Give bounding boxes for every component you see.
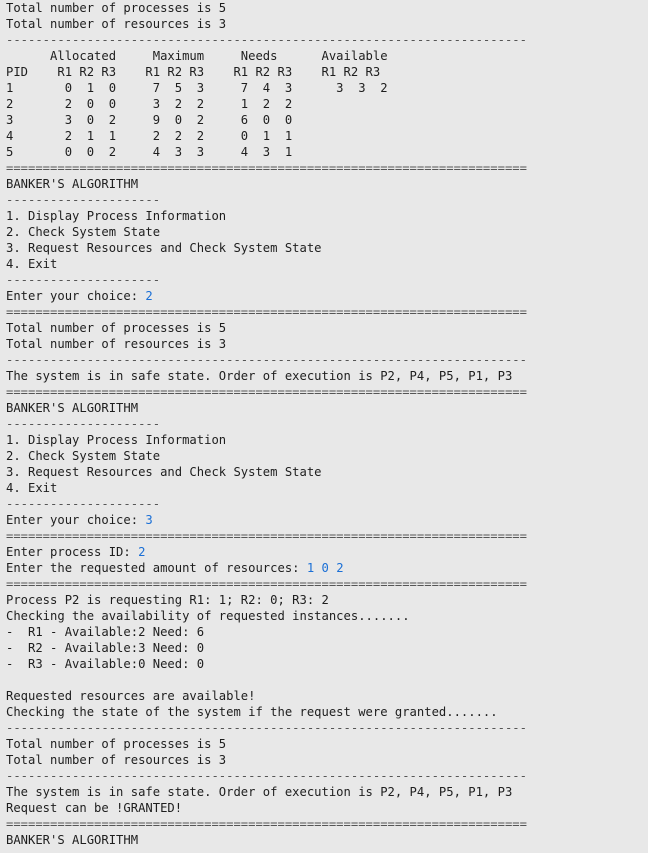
double-separator (6, 576, 527, 592)
dashed-separator (6, 416, 160, 432)
console-text: Allocated Maximum Needs Available (6, 49, 388, 63)
console-line (6, 752, 226, 768)
console-text: 4. Exit (6, 257, 58, 271)
console-text: - R1 - Available:2 Need: 6 (6, 625, 205, 639)
console-line (6, 112, 292, 128)
dashed-separator (6, 192, 160, 208)
console-text: ======================================================================= (6, 161, 527, 175)
console-line (6, 336, 226, 352)
input-prompt-line (6, 512, 153, 528)
double-separator (6, 304, 527, 320)
console-line (6, 0, 226, 16)
console-text: 1 0 1 0 7 5 3 7 4 3 3 3 2 (6, 81, 388, 95)
console-text: 2 2 0 0 3 2 2 1 2 2 (6, 97, 293, 111)
console-line (6, 16, 226, 32)
console-line (6, 144, 292, 160)
dashed-separator (6, 272, 160, 288)
console-text: ======================================================================= (6, 577, 527, 591)
console-text: ----------------------------------------------------------------------- (6, 769, 527, 783)
console-line (6, 320, 226, 336)
console-line (6, 832, 138, 848)
console-line (6, 688, 255, 704)
console-line (6, 176, 138, 192)
console-text: ======================================================================= (6, 385, 527, 399)
user-input-value: 3 (145, 513, 153, 527)
console-text: Total number of resources is 3 (6, 337, 227, 351)
dashed-separator (6, 768, 527, 784)
console-text: BANKER'S ALGORITHM (6, 833, 139, 847)
console-text: 5 0 0 2 4 3 3 4 3 1 (6, 145, 293, 159)
console-text: The system is in safe state. Order of execution is P2, P4, P5, P1, P3 (6, 369, 513, 383)
console-text: 1. Display Process Information (6, 209, 227, 223)
console-text: Requested resources are available! (6, 689, 256, 703)
console-line (6, 432, 226, 448)
console-text: Total number of processes is 5 (6, 321, 227, 335)
console-text: ----------------------------------------------------------------------- (6, 33, 527, 47)
console-text: Enter your choice: (6, 513, 146, 527)
console-line (6, 64, 380, 80)
console-line (6, 480, 57, 496)
input-prompt-line (6, 288, 153, 304)
dashed-separator (6, 496, 160, 512)
user-input-value: 1 0 2 (306, 561, 344, 575)
console-text: Total number of resources is 3 (6, 753, 227, 767)
console-text: - R2 - Available:3 Need: 0 (6, 641, 205, 655)
console-text: ======================================================================= (6, 529, 527, 543)
console-line (6, 240, 322, 256)
console-text: 3 3 0 2 9 0 2 6 0 0 (6, 113, 293, 127)
console-text: --------------------- (6, 273, 161, 287)
dashed-separator (6, 32, 527, 48)
console-text: 3. Request Resources and Check System State (6, 241, 322, 255)
console-text: ----------------------------------------------------------------------- (6, 353, 527, 367)
console-text: Checking the availability of requested instances....... (6, 609, 410, 623)
console-line (6, 608, 410, 624)
console-line (6, 48, 388, 64)
console-line (6, 800, 182, 816)
console-line (6, 704, 498, 720)
console-text: 4. Exit (6, 481, 58, 495)
console-text: ----------------------------------------------------------------------- (6, 721, 527, 735)
console-text: Total number of processes is 5 (6, 1, 227, 15)
console-text: Process P2 is requesting R1: 1; R2: 0; R3: 2 (6, 593, 329, 607)
console-text: Enter the requested amount of resources: (6, 561, 307, 575)
console-line (6, 80, 388, 96)
console-text: PID R1 R2 R3 R1 R2 R3 R1 R2 R3 R1 R2 R3 (6, 65, 381, 79)
console-line (6, 448, 160, 464)
console-text: Total number of resources is 3 (6, 17, 227, 31)
console-text: --------------------- (6, 193, 161, 207)
double-separator (6, 160, 527, 176)
input-prompt-line (6, 544, 145, 560)
console-line (6, 640, 204, 656)
console-line (6, 400, 138, 416)
dashed-separator (6, 720, 527, 736)
console-text: The system is in safe state. Order of execution is P2, P4, P5, P1, P3 (6, 785, 513, 799)
console-text: ======================================================================= (6, 305, 527, 319)
double-separator (6, 384, 527, 400)
dashed-separator (6, 352, 527, 368)
console-line (6, 592, 329, 608)
console-text: Enter process ID: (6, 545, 139, 559)
console-text: Enter your choice: (6, 289, 146, 303)
console-text: --------------------- (6, 497, 161, 511)
console-line (6, 128, 292, 144)
double-separator (6, 528, 527, 544)
console-line (6, 368, 512, 384)
console-line (6, 464, 322, 480)
console-line (6, 784, 512, 800)
console-line (6, 736, 226, 752)
console-text: 1. Display Process Information (6, 433, 227, 447)
console-text: ======================================================================= (6, 817, 527, 831)
console-line (6, 96, 292, 112)
input-prompt-line (6, 560, 344, 576)
console-line (6, 224, 160, 240)
console-text: 3. Request Resources and Check System State (6, 465, 322, 479)
console-text: Request can be !GRANTED! (6, 801, 183, 815)
user-input-value: 2 (138, 545, 146, 559)
console-line (6, 208, 226, 224)
console-text: 4 2 1 1 2 2 2 0 1 1 (6, 129, 293, 143)
console-line (6, 656, 204, 672)
console-line (6, 624, 204, 640)
console-text: --------------------- (6, 417, 161, 431)
console-text: 2. Check System State (6, 449, 161, 463)
console-text: Checking the state of the system if the request were granted....... (6, 705, 498, 719)
console-text: - R3 - Available:0 Need: 0 (6, 657, 205, 671)
console-text: Total number of processes is 5 (6, 737, 227, 751)
console-text: 2. Check System State (6, 225, 161, 239)
console-text: BANKER'S ALGORITHM (6, 401, 139, 415)
console-text: BANKER'S ALGORITHM (6, 177, 139, 191)
console-line (6, 256, 57, 272)
double-separator (6, 816, 527, 832)
user-input-value: 2 (145, 289, 153, 303)
